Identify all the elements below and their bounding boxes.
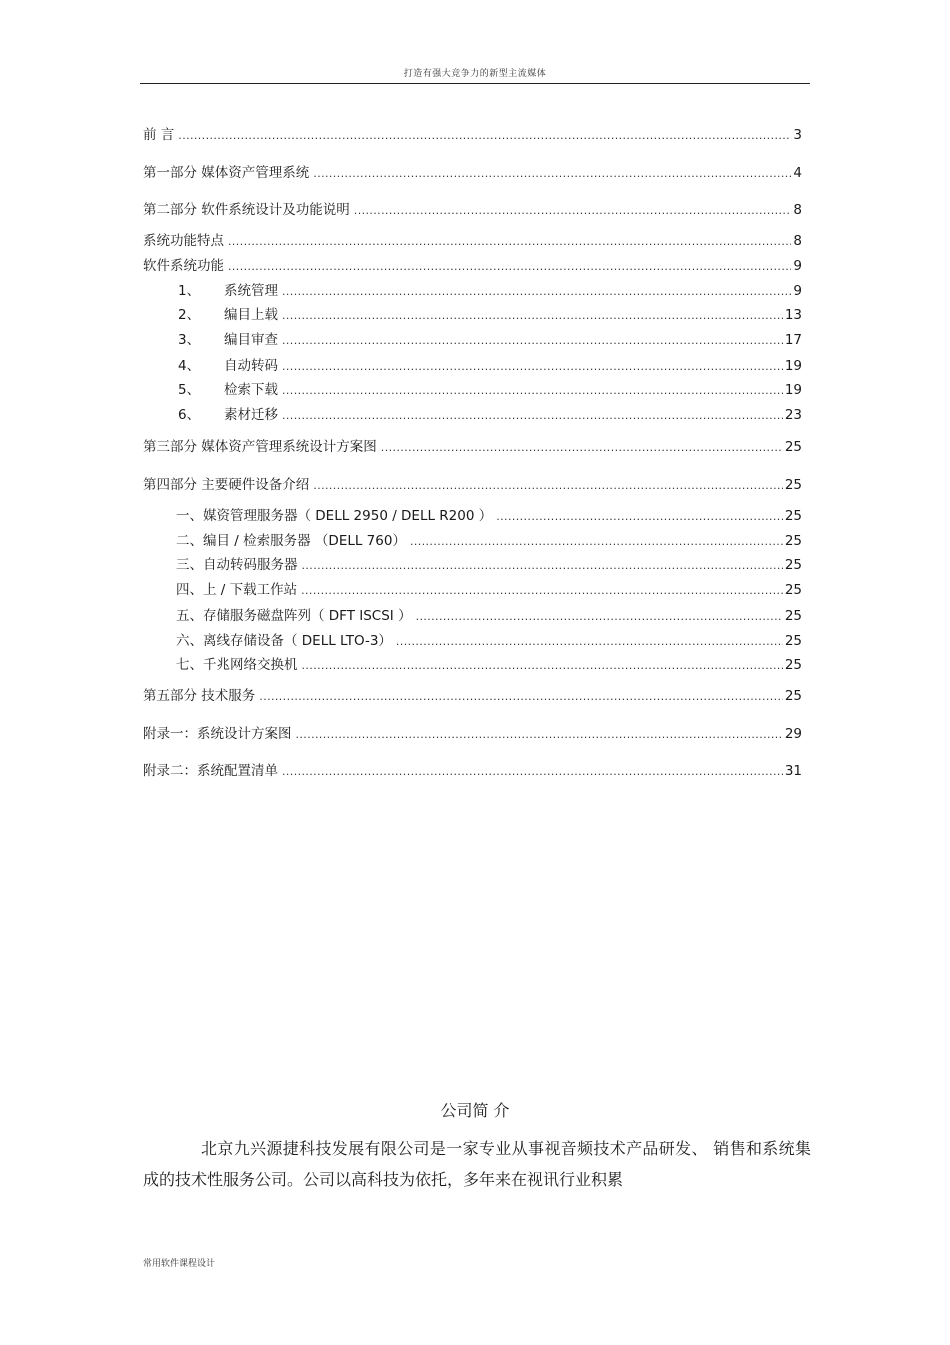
toc-entry-page: 23 [784, 407, 802, 423]
toc-leader [302, 657, 783, 675]
toc-entry-page: 3 [793, 127, 802, 143]
toc-entry[interactable] [143, 725, 802, 743]
toc-entry-label: 四、上 / 下载工作站 [176, 582, 298, 598]
toc-entry-label: 七、千兆网络交换机 [176, 657, 298, 673]
toc-entry-page: 9 [793, 283, 802, 299]
toc-entry-page: 17 [784, 332, 802, 348]
toc-entry-page: 13 [784, 307, 802, 323]
toc-entry-page: 25 [784, 688, 802, 704]
toc-entry-label: 软件系统功能 [143, 258, 224, 274]
toc-leader [313, 165, 791, 183]
toc-entry-page: 8 [793, 233, 802, 249]
toc-entry[interactable] [178, 406, 802, 424]
page-header: 打造有强大竞争力的新型主流媒体 [403, 69, 547, 79]
toc-entry[interactable] [178, 331, 802, 349]
toc-leader [228, 233, 791, 251]
toc-leader [381, 439, 783, 457]
toc-leader [259, 688, 783, 706]
toc-leader [302, 557, 783, 575]
toc-entry[interactable] [143, 201, 802, 219]
toc-leader [496, 508, 783, 526]
toc-leader [282, 307, 783, 325]
toc-entry[interactable] [176, 607, 802, 625]
toc-entry-number: 1、 [178, 283, 201, 299]
toc-entry[interactable] [178, 381, 802, 399]
toc-entry[interactable] [176, 581, 802, 599]
header-rule [140, 83, 810, 84]
toc-entry-page: 19 [784, 358, 802, 374]
toc-entry-label: 第一部分 媒体资产管理系统 [143, 165, 310, 181]
section-title: 公司简 介 [440, 1101, 510, 1120]
toc-entry[interactable] [176, 632, 802, 650]
toc-entry-page: 25 [784, 633, 802, 649]
toc-entry-page: 9 [793, 258, 802, 274]
toc-entry-label: 三、自动转码服务器 [176, 557, 298, 573]
toc-entry[interactable] [178, 357, 802, 375]
toc-entry[interactable] [176, 532, 802, 550]
toc-entry-page: 19 [784, 382, 802, 398]
toc-entry-label: 附录二：系统配置清单 [143, 763, 278, 779]
toc-leader [296, 726, 783, 744]
toc-entry-label: 第二部分 软件系统设计及功能说明 [143, 202, 350, 218]
toc-entry[interactable] [176, 556, 802, 574]
toc-entry-label: 系统功能特点 [143, 233, 224, 249]
toc-leader [282, 283, 791, 301]
toc-entry-label: 1、 系统管理 [178, 283, 278, 299]
toc-entry[interactable] [143, 232, 802, 250]
intro-paragraph: 北京九兴源捷科技发展有限公司是一家专业从事视音频技术产品研发、 销售和系统集成的技术性服务公司。公司以高科技为依托，多年来在视讯行业积累 [143, 1139, 811, 1189]
toc-entry[interactable] [178, 282, 802, 300]
toc-entry-number: 4、 [178, 358, 201, 374]
toc-entry-label: 五、存储服务磁盘阵列（ DFT ISCSI ） [176, 608, 412, 624]
toc-entry-label: 附录一：系统设计方案图 [143, 726, 292, 742]
toc-leader [178, 127, 791, 145]
toc-leader [396, 633, 783, 651]
toc-entry-page: 25 [784, 608, 802, 624]
page-footer: 常用软件课程设计 [143, 1259, 216, 1269]
toc-entry-label: 5、 检索下载 [178, 382, 278, 398]
toc-entry[interactable] [176, 507, 802, 525]
toc-entry-label: 二、编目 / 检索服务器 （DELL 760） [176, 533, 406, 549]
toc-entry[interactable] [143, 476, 802, 494]
toc-entry[interactable] [178, 306, 802, 324]
toc-leader [282, 332, 783, 350]
toc-leader [282, 407, 783, 425]
toc-entry-label: 第四部分 主要硬件设备介绍 [143, 477, 310, 493]
toc-entry-label: 2、 编目上载 [178, 307, 278, 323]
toc-leader [416, 608, 783, 626]
toc-entry-page: 25 [784, 557, 802, 573]
toc-entry-label: 第三部分 媒体资产管理系统设计方案图 [143, 439, 377, 455]
toc-entry[interactable] [176, 656, 802, 674]
toc-leader [301, 582, 783, 600]
toc-entry-page: 25 [784, 477, 802, 493]
toc-entry-number: 5、 [178, 382, 201, 398]
toc-entry-number: 3、 [178, 332, 201, 348]
toc-entry-page: 25 [784, 439, 802, 455]
toc-leader [410, 533, 783, 551]
toc-entry-label: 六、离线存储设备（ DELL LTO-3） [176, 633, 392, 649]
toc-entry[interactable] [143, 438, 802, 456]
toc-entry-label: 4、 自动转码 [178, 358, 278, 374]
toc-entry[interactable] [143, 762, 802, 780]
toc-entry[interactable] [143, 126, 802, 144]
toc-entry-page: 25 [784, 508, 802, 524]
toc-entry-page: 8 [793, 202, 802, 218]
toc-entry-label: 3、 编目审查 [178, 332, 278, 348]
toc-entry-label: 6、 素材迁移 [178, 407, 278, 423]
toc-entry[interactable] [143, 687, 802, 705]
toc-entry[interactable] [143, 164, 802, 182]
toc-leader [354, 202, 792, 220]
toc-entry-number: 6、 [178, 407, 201, 423]
toc-leader [313, 477, 783, 495]
toc-entry-page: 25 [784, 533, 802, 549]
toc-entry-page: 4 [793, 165, 802, 181]
toc-entry-number: 2、 [178, 307, 201, 323]
toc-entry-page: 25 [784, 582, 802, 598]
toc-leader [282, 358, 783, 376]
toc-leader [282, 382, 783, 400]
toc-entry-label: 第五部分 技术服务 [143, 688, 256, 704]
toc-leader [282, 763, 783, 781]
toc-entry[interactable] [143, 257, 802, 275]
toc-entry-page: 31 [784, 763, 802, 779]
toc-leader [228, 258, 791, 276]
toc-entry-label: 前 言 [143, 127, 175, 143]
toc-entry-page: 29 [784, 726, 802, 742]
toc-entry-page: 25 [784, 657, 802, 673]
toc-entry-label: 一、媒资管理服务器（ DELL 2950 / DELL R200 ） [176, 508, 493, 524]
